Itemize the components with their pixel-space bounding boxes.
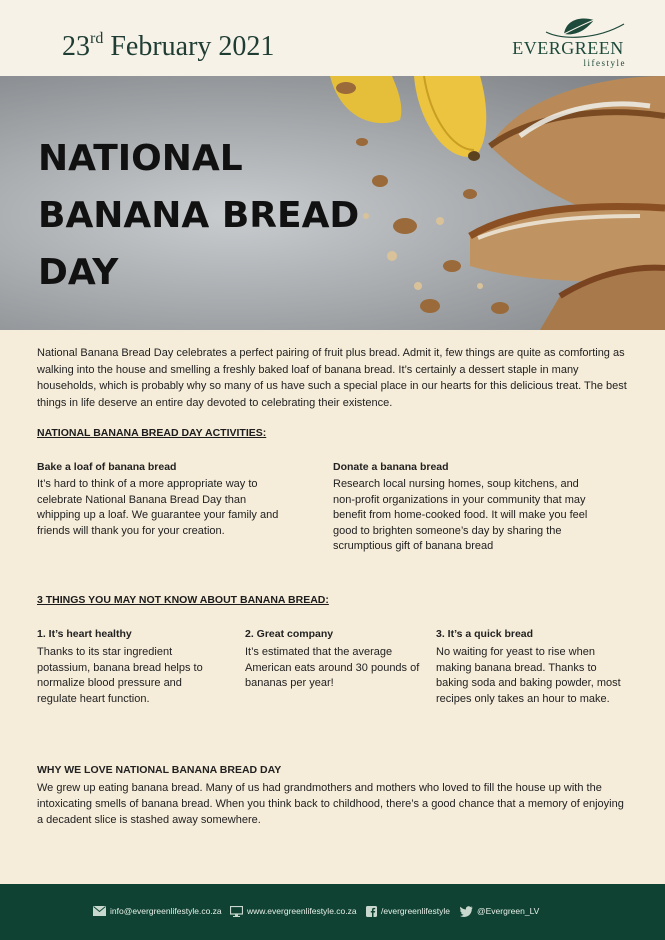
activity-title: Donate a banana bread — [333, 461, 449, 473]
envelope-icon — [93, 906, 106, 916]
brand-name: EVERGREEN — [512, 38, 624, 58]
twitter-text: @Evergreen_LV — [477, 906, 540, 916]
monitor-icon — [230, 906, 243, 917]
page-header — [0, 0, 665, 76]
page-footer — [0, 884, 665, 940]
leaf-icon — [506, 10, 630, 40]
facebook-text: /evergreenlifestyle — [381, 906, 450, 916]
twitter-contact[interactable] — [460, 904, 539, 918]
hero-title-line: NATIONAL — [38, 138, 243, 179]
evergreen-logo — [506, 10, 630, 72]
fact-title: 1. It’s heart healthy — [37, 628, 132, 640]
activity-text: Research local nursing homes, soup kitchens, and non-profit organizations in your community that may benefit from home-cooked food. It will make you feel good to brighten someone’s day by sharing the scrumptious gift of banana bread — [333, 478, 588, 552]
hero-title — [38, 130, 359, 301]
why-paragraph: We grew up eating banana bread. Many of us had grandmothers and mothers who loved to fill the house up with the intoxicating smells of banana bread. When you think back to childhood, there’s a good chance that a memory of enjoying a decadent slice is stashed away somewhere. — [37, 782, 624, 826]
email-text: info@evergreenlifestyle.co.za — [110, 906, 222, 916]
fact-text: Thanks to its star ingredient potassium, banana bread helps to normalize blood pressure and regulate heart function. — [37, 646, 203, 705]
activity-title: Bake a loaf of banana bread — [37, 461, 177, 473]
fact-text: It’s estimated that the average American eats around 30 pounds of bananas per year! — [245, 646, 420, 689]
hero-title-line: BANANA BREAD — [38, 195, 360, 236]
why-heading: WHY WE LOVE NATIONAL BANANA BREAD DAY — [37, 764, 282, 776]
activity-text: It’s hard to think of a more appropriate way to celebrate National Banana Bread Day than whipping up a loaf. We guarantee your family and friends will thank you for your creation. — [37, 478, 279, 537]
facebook-contact[interactable] — [366, 904, 450, 918]
website-text: www.evergreenlifestyle.co.za — [247, 906, 357, 916]
fact-title: 3. It’s a quick bread — [436, 628, 534, 640]
hero-banner — [0, 76, 665, 330]
facts-heading: 3 THINGS YOU MAY NOT KNOW ABOUT BANANA BREAD: — [37, 594, 329, 606]
hero-title-line: DAY — [38, 252, 119, 293]
newsletter-date: 23rd February 2021 — [62, 30, 275, 62]
fact-title: 2. Great company — [245, 628, 334, 640]
facebook-icon — [366, 906, 377, 917]
email-contact[interactable] — [93, 904, 222, 918]
twitter-icon — [460, 906, 473, 917]
fact-text: No waiting for yeast to rise when making banana bread. Thanks to baking soda and baking powder, most recipes only takes an hour to make. — [436, 646, 621, 705]
intro-paragraph: National Banana Bread Day celebrates a perfect pairing of fruit plus bread. Admit it, few things are quite as comforting as walking into the house and smelling a freshly baked loaf of banana bread. It’s certainly a dessert staple in many households, which is probably why so many of us have such a special place in our hearts for this delicious treat. The best things in life deserve an entire day devoted to celebrating their existence. — [37, 347, 627, 409]
activities-heading: NATIONAL BANANA BREAD DAY ACTIVITIES: — [37, 427, 267, 439]
website-contact[interactable] — [230, 904, 357, 918]
brand-subtitle: lifestyle — [583, 58, 626, 68]
